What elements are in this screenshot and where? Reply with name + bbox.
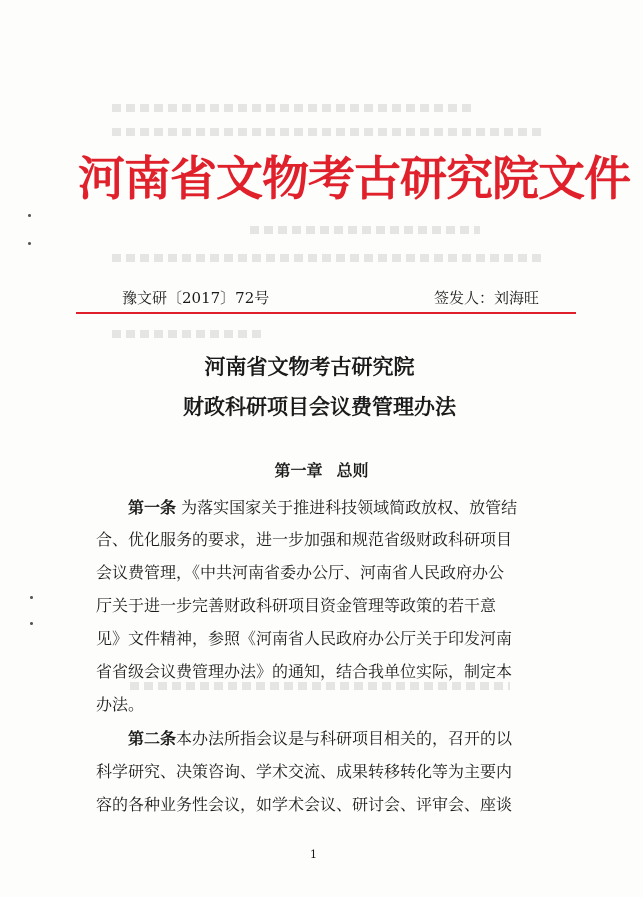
page-number: 1 (310, 848, 317, 861)
chapter-name: 总则 (336, 461, 369, 480)
bleed-through-mark (250, 226, 480, 234)
chapter-label: 第一章 (274, 461, 323, 480)
paragraph-line: 会议费管理，《中共河南省委办公厅、河南省人民政府办公 (96, 563, 505, 582)
binding-hole-mark (28, 214, 31, 217)
paragraph-line: 容的各种业务性会议，如学术会议、研讨会、评审会、座谈 (96, 795, 513, 814)
chapter-heading (0, 460, 643, 482)
paragraph-line: 办法。 (96, 695, 145, 714)
red-separator-line (76, 312, 576, 314)
bleed-through-mark (112, 128, 542, 136)
paragraph-line: 合、优化服务的要求，进一步加强和规范省级财政科研项目 (96, 530, 513, 549)
document-number: 豫文研〔2017〕72号 (122, 289, 270, 307)
article-2-line (128, 728, 552, 750)
paragraph-line: 科学研究、决策咨询、学术交流、成果转移转化等为主要内 (96, 762, 513, 781)
binding-hole-mark (28, 242, 31, 245)
bleed-through-mark (112, 330, 262, 338)
bleed-through-mark (112, 104, 472, 112)
signer: 签发人：刘海旺 (433, 289, 539, 307)
paragraph-line: 省省级会议费管理办法》的通知，结合我单位实际，制定本 (96, 662, 513, 681)
paragraph-text: 本办法所指会议是与科研项目相关的，召开的以 (176, 729, 513, 748)
article-1-line (128, 497, 552, 519)
bleed-through-mark (130, 682, 510, 690)
paragraph-text: 为落实国家关于推进科技领域简政放权、放管结 (181, 498, 518, 517)
document-title-line1: 河南省文物考古研究院 (204, 354, 415, 379)
bleed-through-mark (112, 254, 542, 262)
binding-hole-mark (30, 622, 33, 625)
article-1-label: 第一条 (128, 498, 177, 517)
document-header-title: 河南省文物考古研究院文件 (78, 152, 630, 207)
document-title-line2: 财政科研项目会议费管理办法 (183, 394, 456, 419)
binding-hole-mark (30, 596, 33, 599)
paragraph-line: 厅关于进一步完善财政科研项目资金管理等政策的若干意 (96, 596, 497, 615)
article-2-label: 第二条 (128, 729, 177, 748)
paragraph-line: 见》文件精神，参照《河南省人民政府办公厅关于印发河南 (96, 629, 513, 648)
